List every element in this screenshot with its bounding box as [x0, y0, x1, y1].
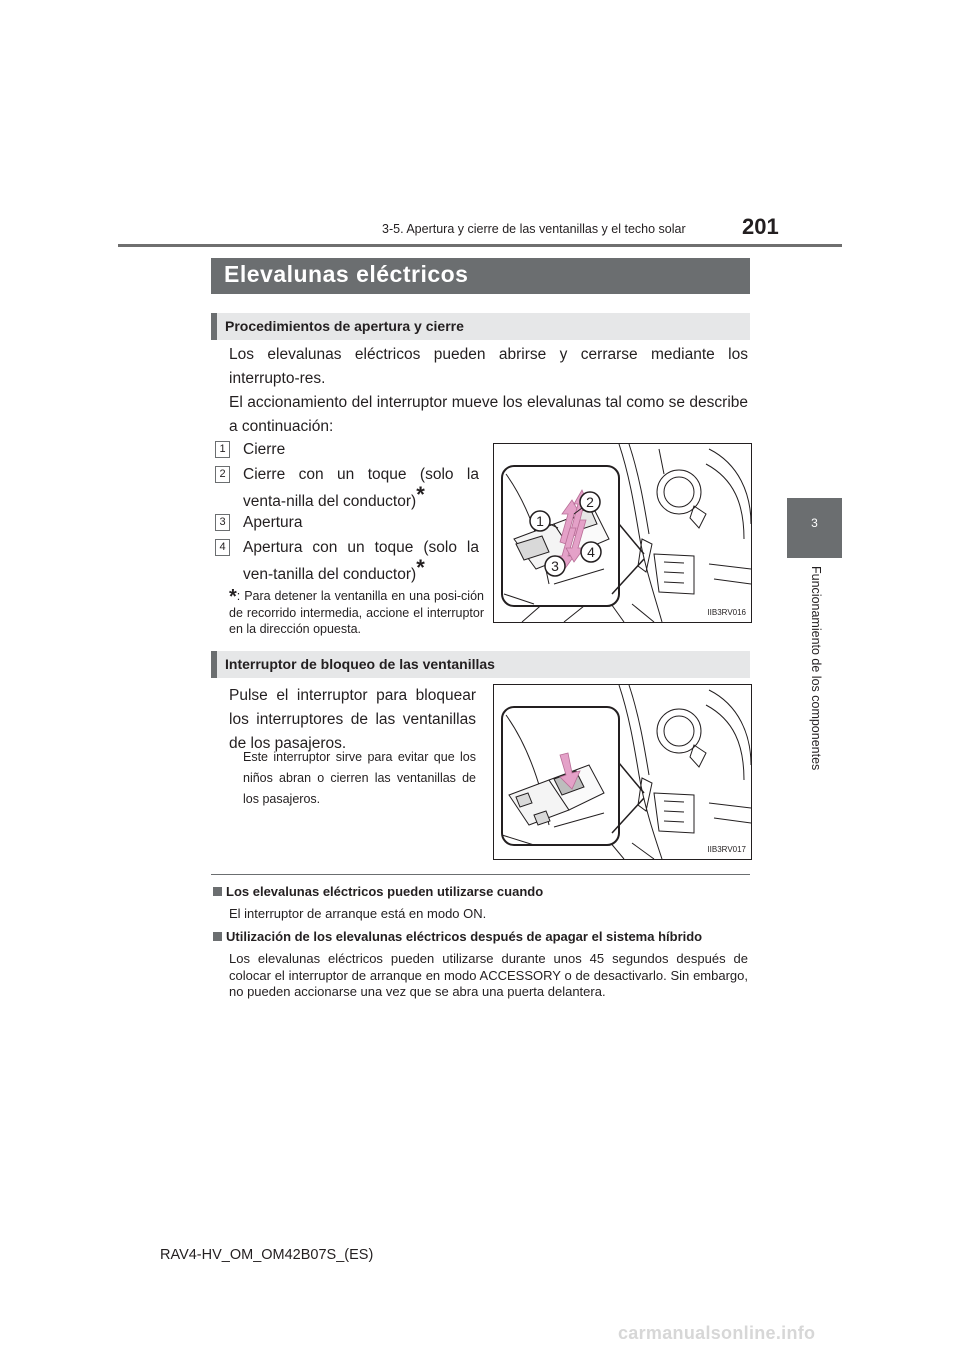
- item-label-1: Cierre: [243, 441, 286, 458]
- subsection-heading-procedures: [211, 313, 750, 340]
- item-text-4: [243, 536, 479, 587]
- intro-paragraph-1: Los elevalunas eléctricos pueden abrirse y cerrarse mediante los interrupto-res.: [229, 346, 748, 387]
- note-heading-2: [213, 929, 702, 944]
- item-number-3: 3: [215, 514, 230, 531]
- page-number: 201: [742, 214, 779, 239]
- watermark: carmanualsonline.info: [618, 1323, 816, 1343]
- item-asterisk-4: *: [416, 555, 425, 580]
- item-label-3: Apertura: [243, 514, 303, 531]
- subsection-marker: [211, 313, 217, 340]
- lock-switch-paragraph: Pulse el interruptor para bloquear los interruptores de las ventanillas de los pasajeros.: [229, 687, 476, 752]
- note-body-2: Los elevalunas eléctricos pueden utilizarse durante unos 45 segundos después de colocar el interruptor de arranque en modo ACCESSORY o de desactivarlo. Sin embargo, no pueden accionarse una vez que se abra una puerta delantera.: [229, 951, 748, 999]
- running-header-section: 3-5. Apertura y cierre de las ventanillas y el techo solar: [382, 222, 686, 236]
- note-heading-text-1: Los elevalunas eléctricos pueden utilizarse cuando: [226, 884, 544, 899]
- header-rule: [118, 244, 842, 247]
- item-number-1: 1: [215, 441, 230, 458]
- square-bullet-icon: [213, 887, 222, 896]
- window-switch-illustration: [494, 444, 751, 622]
- item-number-2: 2: [215, 466, 230, 483]
- subsection-marker: [211, 651, 217, 678]
- subsection-heading-text: Procedimientos de apertura y cierre: [225, 318, 464, 334]
- item-label-4: Apertura con un toque (solo la ven-tanilla del conductor): [243, 539, 479, 583]
- intro-paragraph-2: El accionamiento del interruptor mueve los elevalunas tal como se describe a continuación:: [229, 394, 748, 435]
- footer-document-code: RAV4-HV_OM_OM42B07S_(ES): [160, 1247, 374, 1263]
- note-heading-text-2: Utilización de los elevalunas eléctricos después de apagar el sistema híbrido: [226, 929, 703, 944]
- figure-code-1: IIB3RV016: [707, 608, 746, 617]
- chapter-label-text: Funcionamiento de los componentes: [809, 566, 823, 771]
- callout-4: 4: [587, 544, 595, 560]
- footnote-mark: *: [229, 586, 237, 608]
- subsection-heading-text: Interruptor de bloqueo de las ventanillas: [225, 656, 495, 672]
- figure-code-2: IIB3RV017: [707, 845, 746, 854]
- lock-switch-illustration: [494, 685, 751, 859]
- title-band: [211, 258, 750, 294]
- item-text-1: [243, 438, 483, 462]
- lock-switch-note: Este interruptor sirve para evitar que los niños abran o cierren las ventanillas de los pasajeros.: [243, 750, 476, 806]
- callout-3: 3: [551, 558, 559, 574]
- chapter-number: 3: [811, 516, 818, 530]
- square-bullet-icon: [213, 932, 222, 941]
- chapter-label: [787, 566, 842, 781]
- subsection-heading-lock: [211, 651, 750, 678]
- item-text-2: [243, 463, 479, 514]
- note-body-1: El interruptor de arranque está en modo ON.: [229, 906, 487, 921]
- callout-1: 1: [536, 513, 544, 529]
- item-label-2: Cierre con un toque (solo la venta-nilla del conductor): [243, 466, 479, 510]
- item-number-4: 4: [215, 539, 230, 556]
- item-asterisk-2: *: [416, 482, 425, 507]
- notes-divider: [211, 874, 750, 875]
- figure-lock-switch: [493, 684, 752, 860]
- page-title: Elevalunas eléctricos: [224, 261, 469, 287]
- item-text-3: [243, 511, 483, 535]
- figure-window-switch: [493, 443, 752, 623]
- footnote-text: : Para detener la ventanilla en una posi-ción de recorrido intermedia, accione el interruptor en la dirección opuesta.: [229, 589, 484, 636]
- chapter-tab: [787, 498, 842, 558]
- footnote: [229, 586, 484, 638]
- note-heading-1: [213, 884, 543, 899]
- callout-2: 2: [586, 494, 594, 510]
